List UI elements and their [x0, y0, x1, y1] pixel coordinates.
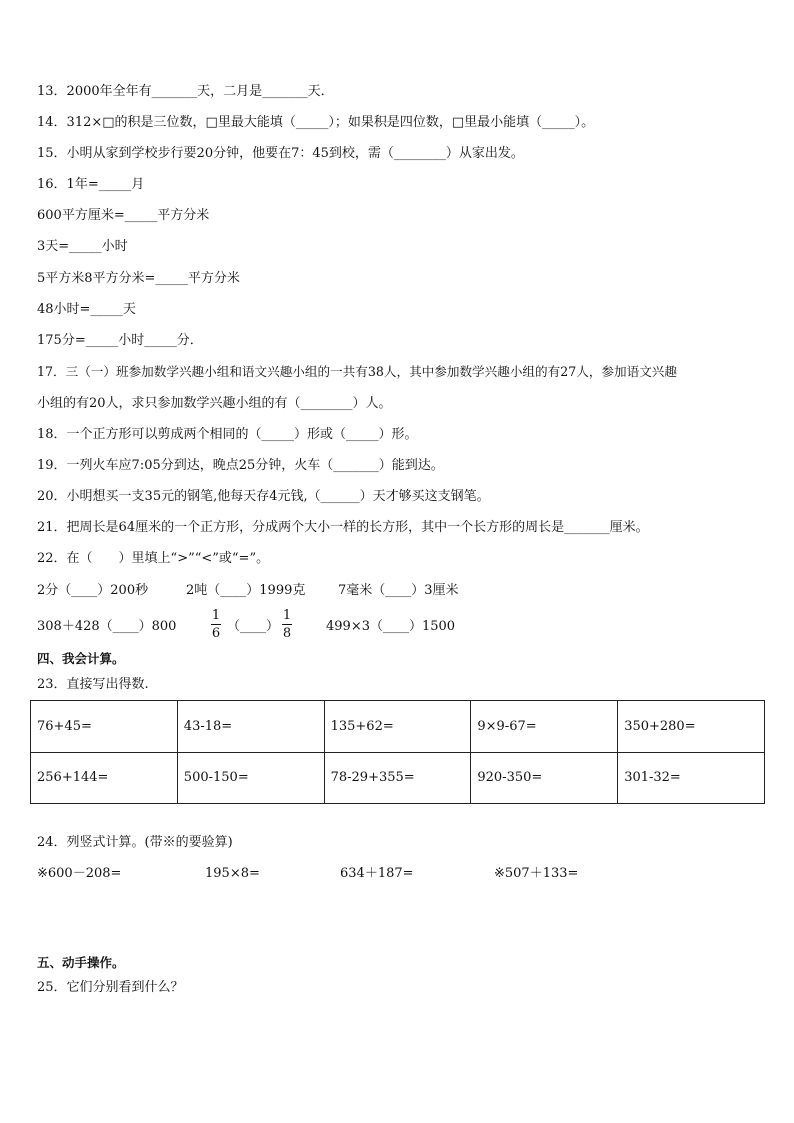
- vertical-calc-item: ※600－208=: [37, 866, 122, 881]
- compare-item: 7毫米（____）3厘米: [338, 583, 459, 598]
- table-cell: 78-29+355=: [324, 752, 471, 804]
- table-cell: 256+144=: [31, 752, 178, 804]
- table-cell: 350+280=: [618, 701, 765, 753]
- compare-item: 2吨（____）1999克: [186, 583, 306, 598]
- section-5-title: 五、动手操作。: [37, 955, 125, 970]
- question-16-line-3: 3天=_____小时: [37, 239, 128, 254]
- fraction-numerator: 1: [282, 608, 292, 623]
- question-22-prompt: 22．在（ ）里填上“>”“<”或“=”。: [37, 551, 270, 566]
- section-4-title: 四、我会计算。: [37, 651, 125, 666]
- question-24: 24．列竖式计算。(带※的要验算): [37, 835, 233, 850]
- compare-blank: （____）: [227, 619, 280, 634]
- vertical-calc-item: 634＋187=: [340, 866, 414, 881]
- question-21: 21．把周长是64厘米的一个正方形，分成两个大小一样的长方形，其中一个长方形的周长是_______厘米。: [37, 520, 649, 535]
- table-row: [31, 701, 765, 753]
- fraction-denominator: 8: [282, 626, 292, 641]
- fraction-one-sixth: [209, 608, 223, 641]
- question-18: 18．一个正方形可以剪成两个相同的（_____）形或（_____）形。: [37, 427, 418, 442]
- table-cell: 920-350=: [471, 752, 618, 804]
- question-14: 14．312×□的积是三位数，□里最大能填（_____）；如果积是四位数，□里最小能填（_____）。: [37, 115, 595, 130]
- question-17-line-1: 17．三（一）班参加数学兴趣小组和语文兴趣小组的一共有38人，其中参加数学兴趣小组的有27人，参加语文兴趣: [37, 364, 677, 379]
- vertical-calc-item: 195×8=: [205, 866, 260, 881]
- question-16-line-6: 175分=_____小时_____分．: [37, 333, 203, 348]
- question-20: 20．小明想买一支35元的钢笔,他每天存4元钱,（______）天才够买这支钢笔。: [37, 489, 490, 504]
- table-cell: 9×9-67=: [471, 701, 618, 753]
- table-cell: 301-32=: [618, 752, 765, 804]
- table-cell: 43-18=: [177, 701, 324, 753]
- fraction-bar: [211, 624, 221, 625]
- table-cell: 135+62=: [324, 701, 471, 753]
- question-16-line-1: 16．1年=_____月: [37, 177, 145, 192]
- question-25: 25．它们分别看到什么？: [37, 980, 184, 995]
- question-16-line-4: 5平方米8平方分米=_____平方分米: [37, 271, 240, 286]
- question-16-line-5: 48小时=_____天: [37, 302, 136, 317]
- question-23: 23．直接写出得数.: [37, 677, 149, 692]
- question-17-line-2: 小组的有20人，求只参加数学兴趣小组的有（________）人。: [37, 396, 392, 411]
- fraction-numerator: 1: [211, 608, 221, 623]
- question-13: 13．2000年全年有_______天，二月是_______天．: [37, 84, 334, 99]
- table-cell: 500-150=: [177, 752, 324, 804]
- question-19: 19．一列火车应7:05分到达，晚点25分钟，火车（_______）能到达。: [37, 458, 444, 473]
- table-row: [31, 752, 765, 804]
- compare-item: 308＋428（____）800: [37, 619, 177, 634]
- fraction-denominator: 6: [211, 626, 221, 641]
- question-16-line-2: 600平方厘米=_____平方分米: [37, 208, 210, 223]
- mental-math-table: [30, 700, 765, 804]
- table-cell: 76+45=: [31, 701, 178, 753]
- compare-item: 2分（____）200秒: [37, 583, 149, 598]
- fraction-bar: [282, 624, 292, 625]
- compare-item: 499×3（____）1500: [326, 619, 456, 634]
- question-15: 15．小明从家到学校步行要20分钟，他要在7：45到校，需（________）从家出发。: [37, 146, 524, 161]
- fraction-one-eighth: [280, 608, 294, 641]
- vertical-calc-item: ※507＋133=: [494, 866, 579, 881]
